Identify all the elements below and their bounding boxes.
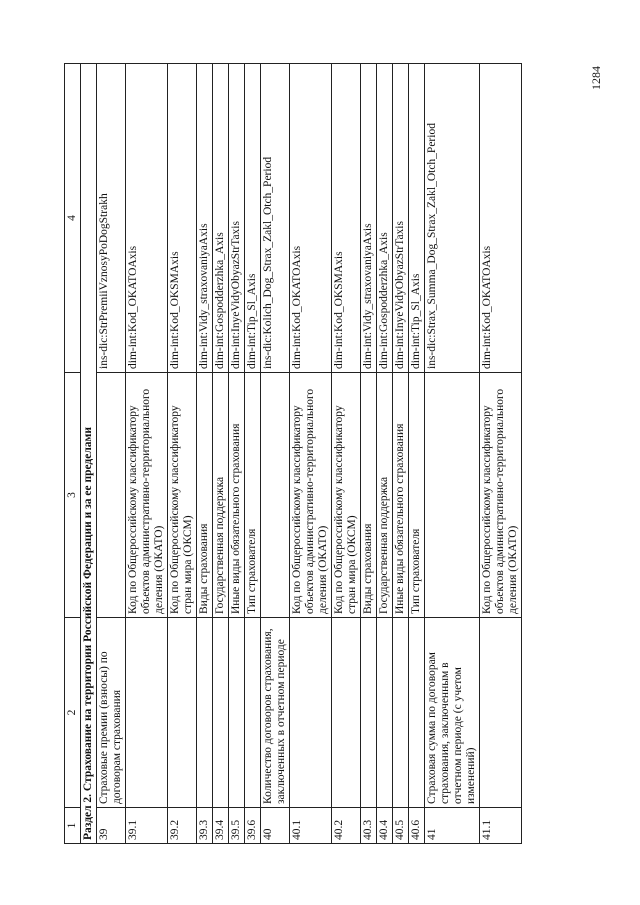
- row-number: 39.3: [197, 808, 213, 844]
- table-row: [245, 64, 261, 844]
- header-col-1: 1: [65, 808, 81, 844]
- row-description: Страховая сумма по договорам страхования, заключенным в отчетном периоде (с учетом изменений): [425, 618, 480, 808]
- row-code: ins-dic:Strax_Summa_Dog_Strax_Zakl_Otch_Period: [425, 64, 480, 373]
- row-number: 39.2: [168, 808, 197, 844]
- header-col-3: 3: [65, 373, 81, 618]
- row-code: ins-dic:Kolich_Dog_Strax_Zakl_Otch_Period: [261, 64, 290, 373]
- row-number: 40.6: [409, 808, 425, 844]
- row-dimension: Код по Общероссийскому классификатору объектов административно-территориального деления (ОКАТО): [480, 373, 522, 618]
- row-number: 41: [425, 808, 480, 844]
- table-row: [168, 64, 197, 844]
- table-row: [332, 64, 361, 844]
- rotated-document-page: [64, 64, 599, 844]
- row-dimension: [97, 373, 126, 618]
- row-code: dim-int:Vidy_straxovaniyaAxis: [197, 64, 213, 373]
- row-description: [126, 618, 168, 808]
- row-code: dim-int:Kod_OKSMAxis: [332, 64, 361, 373]
- row-number: 39.5: [229, 808, 245, 844]
- row-description: Количество договоров страхования, заключенных в отчетном периоде: [261, 618, 290, 808]
- row-number: 40.5: [393, 808, 409, 844]
- row-number: 39.1: [126, 808, 168, 844]
- row-dimension: Код по Общероссийскому классификатору объектов административно-территориального деления (ОКАТО): [126, 373, 168, 618]
- row-description: [168, 618, 197, 808]
- row-code: ins-dic:StrPremiiVznosyPoDogStrakh: [97, 64, 126, 373]
- row-number: 39.4: [213, 808, 229, 844]
- row-dimension: Тип страхователя: [409, 373, 425, 618]
- row-dimension: Код по Общероссийскому классификатору стран мира (ОКСМ): [168, 373, 197, 618]
- row-description: [213, 618, 229, 808]
- row-number: 40.4: [377, 808, 393, 844]
- table-row: [393, 64, 409, 844]
- row-code: dim-int:Kod_OKATOAxis: [126, 64, 168, 373]
- dimension-table: [64, 63, 522, 844]
- table-row: [197, 64, 213, 844]
- row-dimension: Государственная поддержка: [213, 373, 229, 618]
- table-row: [480, 64, 522, 844]
- row-dimension: [261, 373, 290, 618]
- row-description: Страховые премии (взносы) по договорам страхования: [97, 618, 126, 808]
- row-number: 40.2: [332, 808, 361, 844]
- row-number: 40.3: [361, 808, 377, 844]
- row-dimension: Код по Общероссийскому классификатору стран мира (ОКСМ): [332, 373, 361, 618]
- row-description: [480, 618, 522, 808]
- row-code: dim-int:Kod_OKATOAxis: [480, 64, 522, 373]
- header-col-2: 2: [65, 618, 81, 808]
- table-row: [261, 64, 290, 844]
- header-row: [65, 64, 81, 844]
- row-description: [245, 618, 261, 808]
- row-dimension: Государственная поддержка: [377, 373, 393, 618]
- table-row: [97, 64, 126, 844]
- header-col-4: 4: [65, 64, 81, 373]
- row-code: dim-int:InyeVidyObyazStrTaxis: [393, 64, 409, 373]
- row-dimension: Иные виды обязательного страхования: [393, 373, 409, 618]
- row-code: dim-int:InyeVidyObyazStrTaxis: [229, 64, 245, 373]
- row-dimension: Виды страхования: [197, 373, 213, 618]
- row-dimension: Иные виды обязательного страхования: [229, 373, 245, 618]
- section-title: Раздел 2. Страхование на территории Российской Федерации и за ее пределами: [81, 64, 97, 844]
- table-row: [229, 64, 245, 844]
- row-code: dim-int:Kod_OKSMAxis: [168, 64, 197, 373]
- table-row: [290, 64, 332, 844]
- row-description: [229, 618, 245, 808]
- table-row: [409, 64, 425, 844]
- page-number: 1284: [589, 66, 603, 90]
- row-code: dim-int:Gospodderzhka_Axis: [377, 64, 393, 373]
- table-row: [377, 64, 393, 844]
- row-code: dim-int:Kod_OKATOAxis: [290, 64, 332, 373]
- row-number: 39.6: [245, 808, 261, 844]
- row-number: 41.1: [480, 808, 522, 844]
- row-code: dim-int:Tip_Sl_Axis: [245, 64, 261, 373]
- row-description: [409, 618, 425, 808]
- row-code: dim-int:Tip_Sl_Axis: [409, 64, 425, 373]
- row-description: [377, 618, 393, 808]
- row-code: dim-int:Vidy_straxovaniyaAxis: [361, 64, 377, 373]
- row-number: 40: [261, 808, 290, 844]
- table-row: [361, 64, 377, 844]
- row-dimension: [425, 373, 480, 618]
- row-number: 39: [97, 808, 126, 844]
- row-dimension: Код по Общероссийскому классификатору объектов административно-территориального деления (ОКАТО): [290, 373, 332, 618]
- row-description: [361, 618, 377, 808]
- row-number: 40.1: [290, 808, 332, 844]
- table-row: [126, 64, 168, 844]
- row-dimension: Тип страхователя: [245, 373, 261, 618]
- table-row: [425, 64, 480, 844]
- row-code: dim-int:Gospodderzhka_Axis: [213, 64, 229, 373]
- row-description: [290, 618, 332, 808]
- row-dimension: Виды страхования: [361, 373, 377, 618]
- row-description: [197, 618, 213, 808]
- row-description: [393, 618, 409, 808]
- table-row: [213, 64, 229, 844]
- row-description: [332, 618, 361, 808]
- section-row: [81, 64, 97, 844]
